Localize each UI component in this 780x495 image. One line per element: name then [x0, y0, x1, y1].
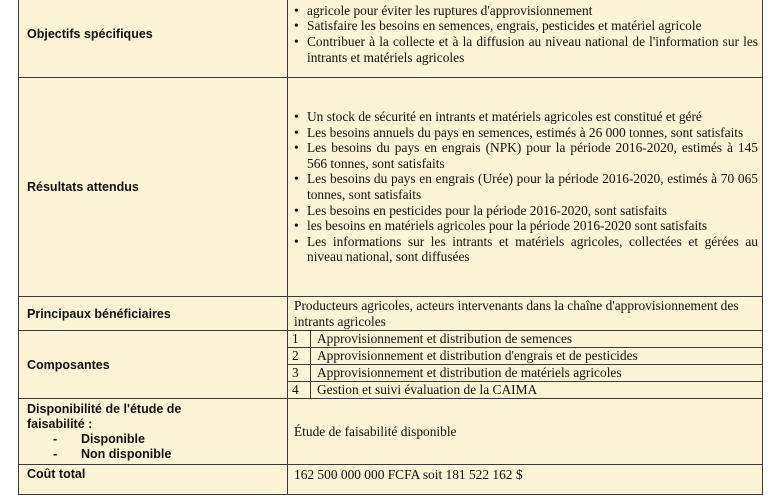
- list-objectifs: [294, 3, 758, 65]
- label-cout: Coût total: [19, 465, 288, 495]
- dash-marker: -: [53, 446, 58, 461]
- label-composantes: Composantes: [19, 331, 288, 399]
- list-item: • agricole pour éviter les ruptures d'approvisionnement: [294, 3, 758, 19]
- feasibility-option-unavailable: [27, 447, 287, 462]
- row-cout: [19, 465, 763, 495]
- component-text: Approvisionnement et distribution de semences: [311, 331, 763, 348]
- feasibility-title-line2: faisabilité :: [27, 416, 93, 431]
- component-number: 1: [288, 331, 311, 348]
- content-cout: 162 500 000 000 FCFA soit 181 522 162 $: [288, 465, 763, 495]
- list-item: • les besoins en matériels agricoles pour la période 2016-2020 sont satisfaits: [294, 218, 758, 234]
- content-faisabilite: Étude de faisabilité disponible: [288, 399, 763, 465]
- table-row: [288, 382, 762, 399]
- label-beneficiaires: Principaux bénéficiaires: [19, 297, 288, 331]
- component-number: 2: [288, 348, 311, 365]
- list-item: • Contribuer à la collecte et à la diffusion au niveau national de l'information sur les intrants et matériels agricoles: [294, 34, 758, 65]
- row-faisabilite: [19, 399, 763, 465]
- project-table: [18, 0, 763, 495]
- row-composantes: [19, 331, 763, 399]
- table-row: [288, 365, 762, 382]
- content-beneficiaires: Producteurs agricoles, acteurs intervenants dans la chaîne d'approvisionnement des intrants agricoles: [288, 297, 763, 331]
- component-text: Approvisionnement et distribution de matériels agricoles: [311, 365, 763, 382]
- component-number: 4: [288, 382, 311, 399]
- table-row: [288, 348, 762, 365]
- list-item: • Les besoins du pays en engrais (Urée) pour la période 2016-2020, estimés à 70 065 tonnes, sont satisfaits: [294, 171, 758, 202]
- content-objectifs: [288, 0, 763, 78]
- row-objectifs: [19, 0, 763, 78]
- component-number: 3: [288, 365, 311, 382]
- option-label: Disponible: [81, 431, 145, 446]
- label-faisabilite: [19, 399, 288, 465]
- list-item: • Les besoins en pesticides pour la période 2016-2020, sont satisfaits: [294, 203, 758, 219]
- feasibility-title-line1: Disponibilité de l'étude de: [27, 401, 182, 416]
- content-composantes: [288, 331, 763, 399]
- feasibility-option-available: [27, 432, 287, 447]
- component-text: Gestion et suivi évaluation de la CAIMA: [311, 382, 763, 399]
- component-text: Approvisionnement et distribution d'engrais et de pesticides: [311, 348, 763, 365]
- list-resultats: [294, 109, 758, 265]
- list-item: • Un stock de sécurité en intrants et matériels agricoles est constitué et géré: [294, 109, 758, 125]
- content-resultats: [288, 78, 763, 297]
- label-objectifs: Objectifs spécifiques: [19, 0, 288, 78]
- list-item: • Les besoins du pays en engrais (NPK) pour la période 2016-2020, estimés à 145 566 tonnes, sont satisfaits: [294, 140, 758, 171]
- dash-marker: -: [53, 431, 58, 446]
- list-item: • Les besoins annuels du pays en semences, estimés à 26 000 tonnes, sont satisfaits: [294, 125, 758, 141]
- option-label: Non disponible: [81, 446, 172, 461]
- row-resultats: [19, 78, 763, 297]
- list-item: • Les informations sur les intrants et matériels agricoles, collectées et gérées au niveau national, sont diffusées: [294, 234, 758, 265]
- row-beneficiaires: [19, 297, 763, 331]
- table-row: [288, 331, 762, 348]
- label-resultats: Résultats attendus: [19, 78, 288, 297]
- components-table: [288, 331, 762, 398]
- list-item: • Satisfaire les besoins en semences, engrais, pesticides et matériel agricole: [294, 18, 758, 34]
